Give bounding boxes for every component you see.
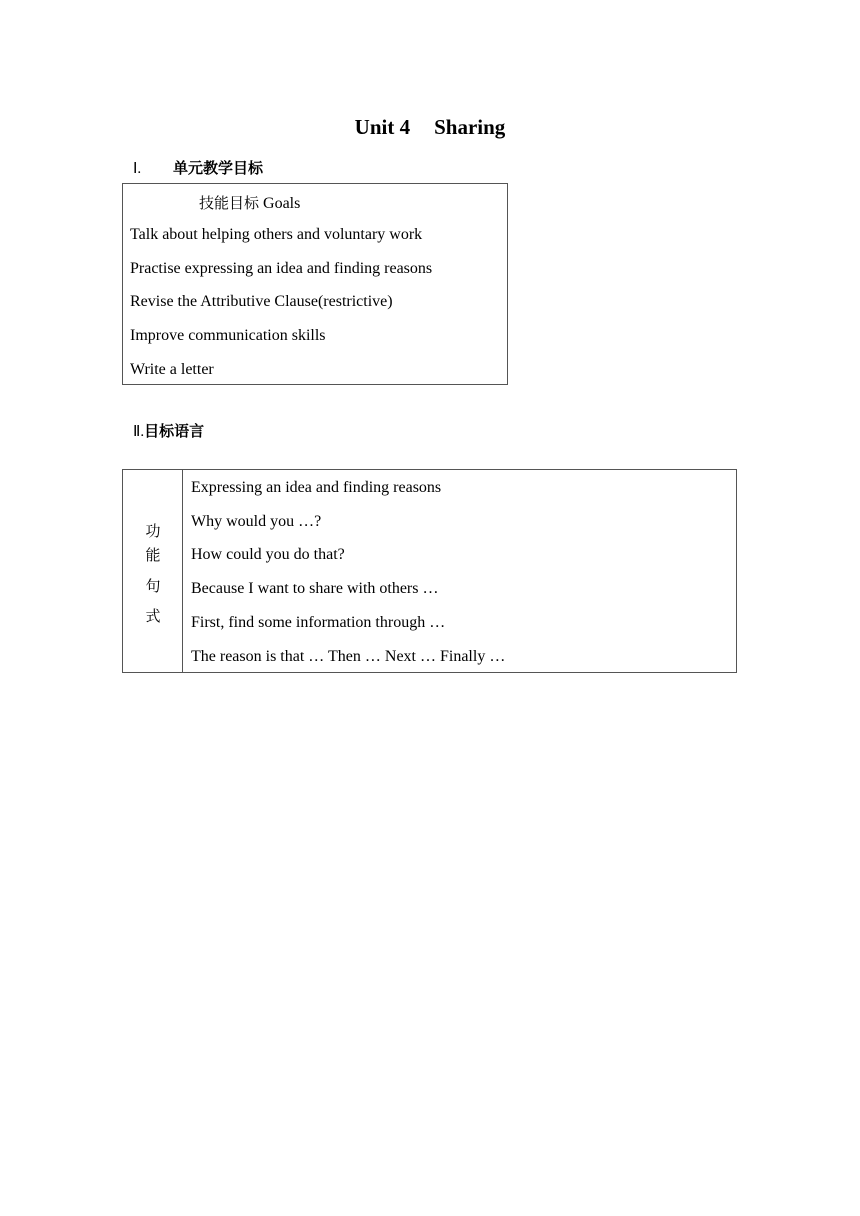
label-char: 式 [145, 607, 161, 625]
goals-header-cn: 技能目标 [199, 194, 260, 212]
page-title [0, 115, 860, 140]
label-char: 句 [145, 577, 161, 595]
label-char: 功 [145, 522, 161, 540]
section-1-number: Ⅰ. [133, 161, 142, 177]
section-2-number: Ⅱ. [133, 424, 145, 440]
sentence-item: The reason is that … Then … Next … Finally … [191, 648, 506, 665]
goals-header [199, 192, 300, 213]
target-language-table [122, 469, 737, 673]
function-sentences-label [123, 470, 183, 672]
goal-item: Revise the Attributive Clause(restrictive) [130, 293, 393, 310]
sentence-item: Why would you …? [191, 513, 322, 530]
goal-item: Improve communication skills [130, 327, 326, 344]
goal-item: Practise expressing an idea and finding reasons [130, 260, 433, 277]
goal-item: Talk about helping others and voluntary work [130, 226, 423, 243]
unit-number: Unit 4 [354, 115, 411, 139]
goal-item: Write a letter [130, 361, 214, 378]
sentence-item: How could you do that? [191, 546, 345, 563]
unit-topic: Sharing [434, 115, 506, 139]
section-1-heading [133, 157, 263, 178]
sentence-item: Because I want to share with others … [191, 580, 439, 597]
sentence-item: First, find some information through … [191, 614, 446, 631]
goals-header-en: Goals [263, 195, 301, 212]
label-char: 能 [145, 546, 161, 564]
section-2-heading [133, 420, 204, 441]
section-2-title: 目标语言 [144, 422, 205, 440]
sentence-item: Expressing an idea and finding reasons [191, 479, 442, 496]
goals-box [122, 183, 508, 385]
section-1-title: 单元教学目标 [173, 159, 264, 177]
